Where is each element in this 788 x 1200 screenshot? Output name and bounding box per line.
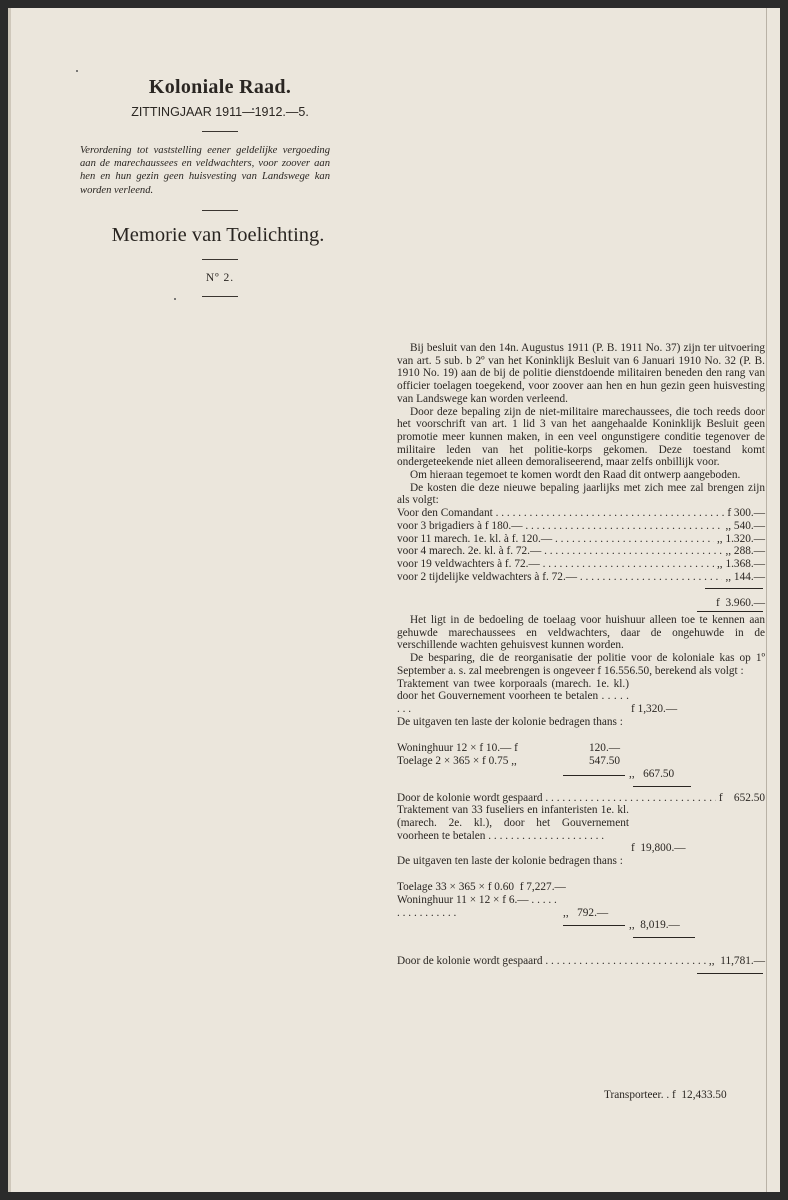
sum-rule	[563, 925, 625, 926]
sum-rule	[697, 973, 763, 974]
calc2-amount: f 19,800.—	[631, 842, 686, 855]
paragraph-5: Het ligt in de bedoeling de toelaag voor huishuur alleen toe te kennen aan gehuwde marechaussees en veldwachters, daar de ongehuwde in de verschillende wachten gehuisvest kunnen worden.	[397, 614, 765, 652]
divider	[202, 259, 238, 260]
transport-label: Transporteer. .	[604, 1089, 670, 1101]
sum-rule	[697, 611, 763, 612]
calc2-rent-amount: ,, 792.—	[563, 907, 609, 920]
divider	[202, 296, 238, 297]
calc2-text: Traktement van 33 fuseliers en infanteristen 1e. kl. (marech. 2e. kl.), door het Gouvernement voorheen te betalen . . . . . . . . . . . . . . . . . . . . .	[397, 804, 629, 842]
sum-rule	[633, 786, 691, 787]
body-column	[397, 342, 765, 976]
subject-text: Verordening tot vaststelling eener geldelijke vergoeding aan de marechaussees en veldwachters, voor zoover aan hen en hun gezin geen huisvesting van Landswege kan worden verleend.	[80, 145, 330, 196]
sum-rule	[705, 588, 763, 589]
calc1-text: Traktement van twee korporaals (marech. 1e. kl.) door het Gouvernement voorheen te betalen . . . . . . . .	[397, 677, 629, 715]
paragraph-1: Bij besluit van den 14n. Augustus 1911 (P. B. 1911 No. 37) zijn ter uitvoering van art. 5 sub. b 2º van het Koninklijk Besluit van 6 Januari 1910 No. 32 (P. B. 1910 No. 19) aan de bij de politie dienstdoende militairen beneden den rang van officier toelagen toegekend, voor zoover aan hen en hun gezin geen huisvesting van Landswege kan worden verleend.	[397, 342, 765, 405]
calc1-rent-amount: 120.—	[589, 741, 621, 754]
cost-row: voor 2 tijdelijke veldwachters à f. 72.— . . . ,, 144.—	[397, 571, 765, 584]
divider	[202, 131, 238, 132]
calc1-allowance: Toelage 2 × 365 × f 0.75 ,,	[397, 754, 517, 767]
calculation-2	[397, 804, 765, 955]
calc1-rent: Woninghuur 12 × f 10.— f	[397, 741, 518, 754]
paragraph-2: Door deze bepaling zijn de niet-militaire marechaussees, die toch reeds door het voorschrift van art. 1 lid 3 van het aangehaalde Koninklijk Besluit geen promotie meer kunnen maken, in een veel ongunstigere conditie tegenover de militaire leden van het politie-korps gekomen. Deze toestand komt ondergeteekende niet alleen demoraliseerend, maar zelfs onbillijk voor.	[397, 405, 765, 469]
calc1-expenses: De uitgaven ten laste der kolonie bedragen thans :	[397, 715, 623, 728]
saved-row-2: Door de kolonie wordt gespaard . . . ,, 11,781.—	[397, 955, 765, 968]
sum-rule	[633, 937, 695, 938]
cost-total: f 3.960.—	[716, 597, 765, 610]
cost-row: Voor den Comandant . . . f 300.—	[397, 507, 765, 520]
cost-row: voor 4 marech. 2e. kl. à f. 72.— . . . ,, 288.—	[397, 545, 765, 558]
sum-rule	[563, 775, 625, 776]
calc2-sum: ,, 8,019.—	[629, 919, 680, 932]
transport-line	[604, 1089, 766, 1101]
calc2-expenses: De uitgaven ten laste der kolonie bedragen thans :	[397, 855, 623, 868]
page-edge-line	[766, 8, 767, 1192]
page-spine	[8, 8, 11, 1192]
cost-total-rule	[397, 583, 765, 601]
calculation-1	[397, 678, 765, 792]
calc2-rent: Woninghuur 11 × 12 × f 6.— . . . . . . . . . . . . . . . .	[397, 894, 557, 919]
paragraph-6: De besparing, die de reorganisatie der politie voor de koloniale kas op 1º September a. s. zal meebrengen is ongeveer f 16.556.50, berekend als volgt :	[397, 652, 765, 677]
transport-amount: f 12,433.50	[672, 1089, 727, 1101]
document-page	[8, 8, 780, 1192]
calc1-amount: f 1,320.—	[631, 702, 678, 715]
calc2-allowance: Toelage 33 × 365 × f 0.60 f 7,227.—	[397, 881, 566, 894]
page-title: Koloniale Raad.	[148, 76, 292, 98]
memorie-heading: Memorie van Toelichting.	[111, 223, 325, 246]
session-line: ZITTINGJAAR 1911—1912.—5.	[131, 105, 309, 119]
cost-table	[397, 507, 765, 614]
divider	[202, 210, 238, 211]
paragraph-4: De kosten die deze nieuwe bepaling jaarlijks met zich mee zal brengen zijn als volgt:	[397, 481, 765, 507]
header-column	[80, 68, 354, 309]
calc1-sum: ,, 667.50	[629, 767, 675, 780]
document-number: Nº 2.	[205, 271, 235, 284]
saved-row-1: Door de kolonie wordt gespaard . . . f 652.50	[397, 792, 765, 805]
cost-row: voor 3 brigadiers à f 180.— . . . ,, 540.—	[397, 520, 765, 533]
calc1-allowance-amount: 547.50	[589, 754, 621, 767]
paragraph-3: Om hieraan tegemoet te komen wordt den Raad dit ontwerp aangeboden.	[410, 469, 741, 482]
cost-row: voor 11 marech. 1e. kl. à f. 120.— . . . ,, 1.320.—	[397, 533, 765, 546]
speck	[76, 70, 78, 72]
cost-row: voor 19 veldwachters à f. 72.— . . . ,, 1.368.—	[397, 558, 765, 571]
